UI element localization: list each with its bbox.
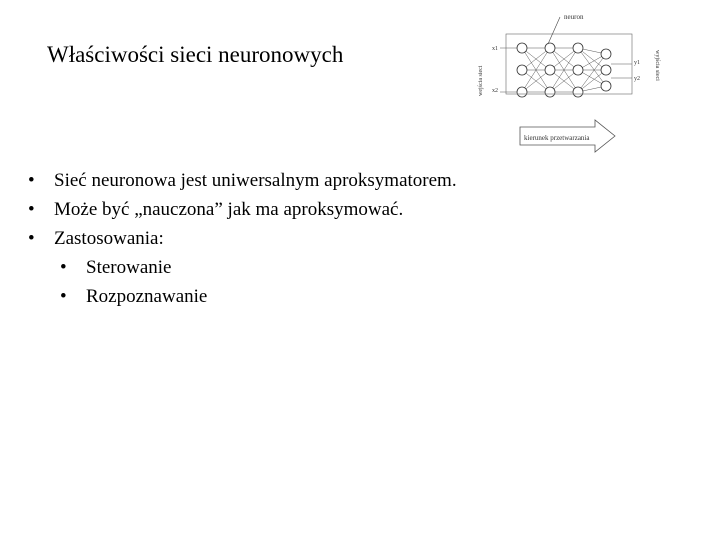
neuron-node — [517, 65, 527, 75]
sub-bullet-item — [28, 282, 457, 311]
inputs-side-label: wejścia sieci — [478, 65, 484, 96]
input-label-1: x1 — [492, 46, 498, 52]
neuron-node — [601, 65, 611, 75]
neuron-node — [545, 87, 555, 97]
bullet-item — [28, 224, 457, 253]
neuron-label: neuron — [564, 13, 584, 21]
neuron-node — [517, 87, 527, 97]
neuron-pointer-line — [548, 17, 560, 44]
slide-title: Właściwości sieci neuronowych — [47, 42, 344, 67]
neuron-node — [545, 43, 555, 53]
bullet-text: Sterowanie — [86, 257, 172, 278]
bullet-item — [28, 195, 457, 224]
neuron-node — [601, 49, 611, 59]
neuron-node — [573, 87, 583, 97]
output-label-1: y1 — [634, 60, 640, 66]
bullet-text: Może być „nauczona” jak ma aproksymować. — [54, 199, 404, 220]
neuron-node — [573, 65, 583, 75]
bullet-text: Sieć neuronowa jest uniwersalnym aproksymatorem. — [54, 170, 457, 191]
bullet-text: Zastosowania: — [54, 228, 164, 249]
sub-bullet-item — [28, 253, 457, 282]
output-label-2: y2 — [634, 76, 640, 82]
bullet-glyph: • — [60, 286, 67, 307]
neuron-node — [573, 43, 583, 53]
input-label-2: x2 — [492, 88, 498, 94]
neuron-node — [517, 43, 527, 53]
bullet-list — [28, 166, 457, 311]
direction-label: kierunek przetwarzania — [524, 134, 590, 142]
bullet-glyph: • — [28, 228, 35, 249]
bullet-glyph: • — [28, 199, 35, 220]
bullet-item — [28, 166, 457, 195]
bullet-glyph: • — [28, 170, 35, 191]
neuron-node — [545, 65, 555, 75]
neuron-node — [601, 81, 611, 91]
bullet-glyph: • — [60, 257, 67, 278]
neural-network-diagram — [470, 8, 715, 156]
outputs-side-label: wyjścia sieci — [654, 50, 660, 81]
bullet-text: Rozpoznawanie — [86, 286, 208, 307]
